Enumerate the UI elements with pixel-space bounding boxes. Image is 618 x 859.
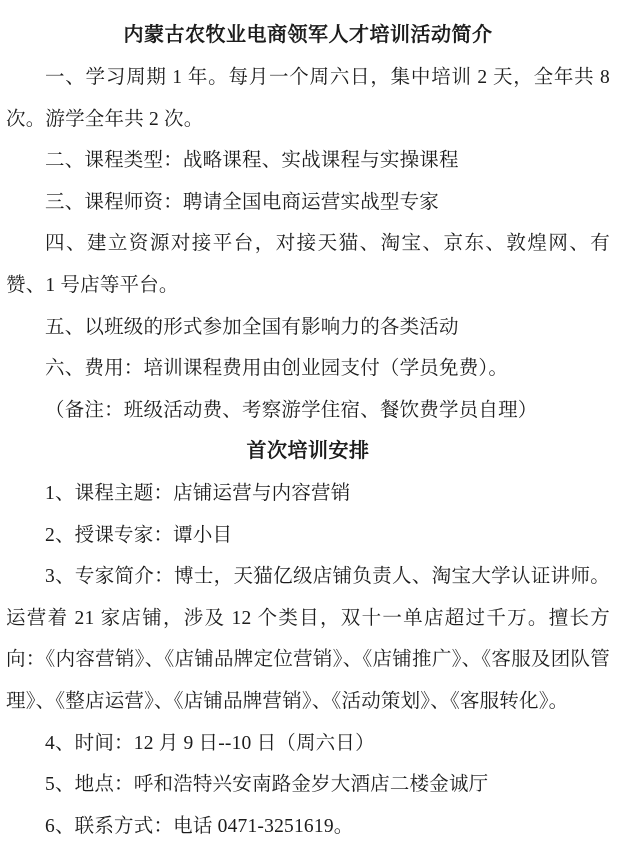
schedule-item-contact: 6、联系方式：电话 0471-3251619。 bbox=[45, 815, 354, 837]
intro-paragraph-5: 五、以班级的形式参加全国有影响力的各类活动 bbox=[45, 316, 459, 338]
section-title: 首次培训安排 bbox=[246, 440, 370, 463]
intro-paragraph-2: 二、课程类型：战略课程、实战课程与实操课程 bbox=[45, 150, 459, 172]
schedule-item-expert: 2、授课专家：谭小目 bbox=[45, 524, 233, 546]
schedule-item-topic: 1、课程主题：店铺运营与内容营销 bbox=[45, 482, 351, 504]
schedule-item-location: 5、地点：呼和浩特兴安南路金岁大酒店二楼金诚厅 bbox=[45, 774, 489, 796]
intro-note-paragraph: （备注：班级活动费、考察游学住宿、餐饮费学员自理） bbox=[45, 399, 538, 421]
intro-paragraph-1: 一、学习周期 1 年。每月一个周六日，集中培训 2 天，全年共 8 次。游学全年共 2 次。 bbox=[6, 67, 610, 130]
document-title: 内蒙古农牧业电商领军人才培训活动简介 bbox=[123, 24, 493, 46]
schedule-item-expert-bio: 3、专家简介：博士，天猫亿级店铺负责人、淘宝大学认证讲师。运营着 21 家店铺，涉及 12 个类目，双十一单店超过千万。擅长方向：《内容营销》、《店铺品牌定位营销》、《店铺推广》、《客服及团队管理》、《整店运营》、《店铺品牌营销》、《活动策划》、《客服转化》。 bbox=[6, 566, 610, 712]
schedule-item-time: 4、时间：12 月 9 日--10 日（周六日） bbox=[45, 732, 375, 754]
intro-paragraph-4: 四、建立资源对接平台，对接天猫、淘宝、京东、敦煌网、有赞、1 号店等平台。 bbox=[6, 233, 610, 296]
intro-paragraph-6: 六、费用：培训课程费用由创业园支付（学员免费）。 bbox=[45, 358, 509, 380]
intro-paragraph-3: 三、课程师资：聘请全国电商运营实战型专家 bbox=[45, 191, 440, 213]
